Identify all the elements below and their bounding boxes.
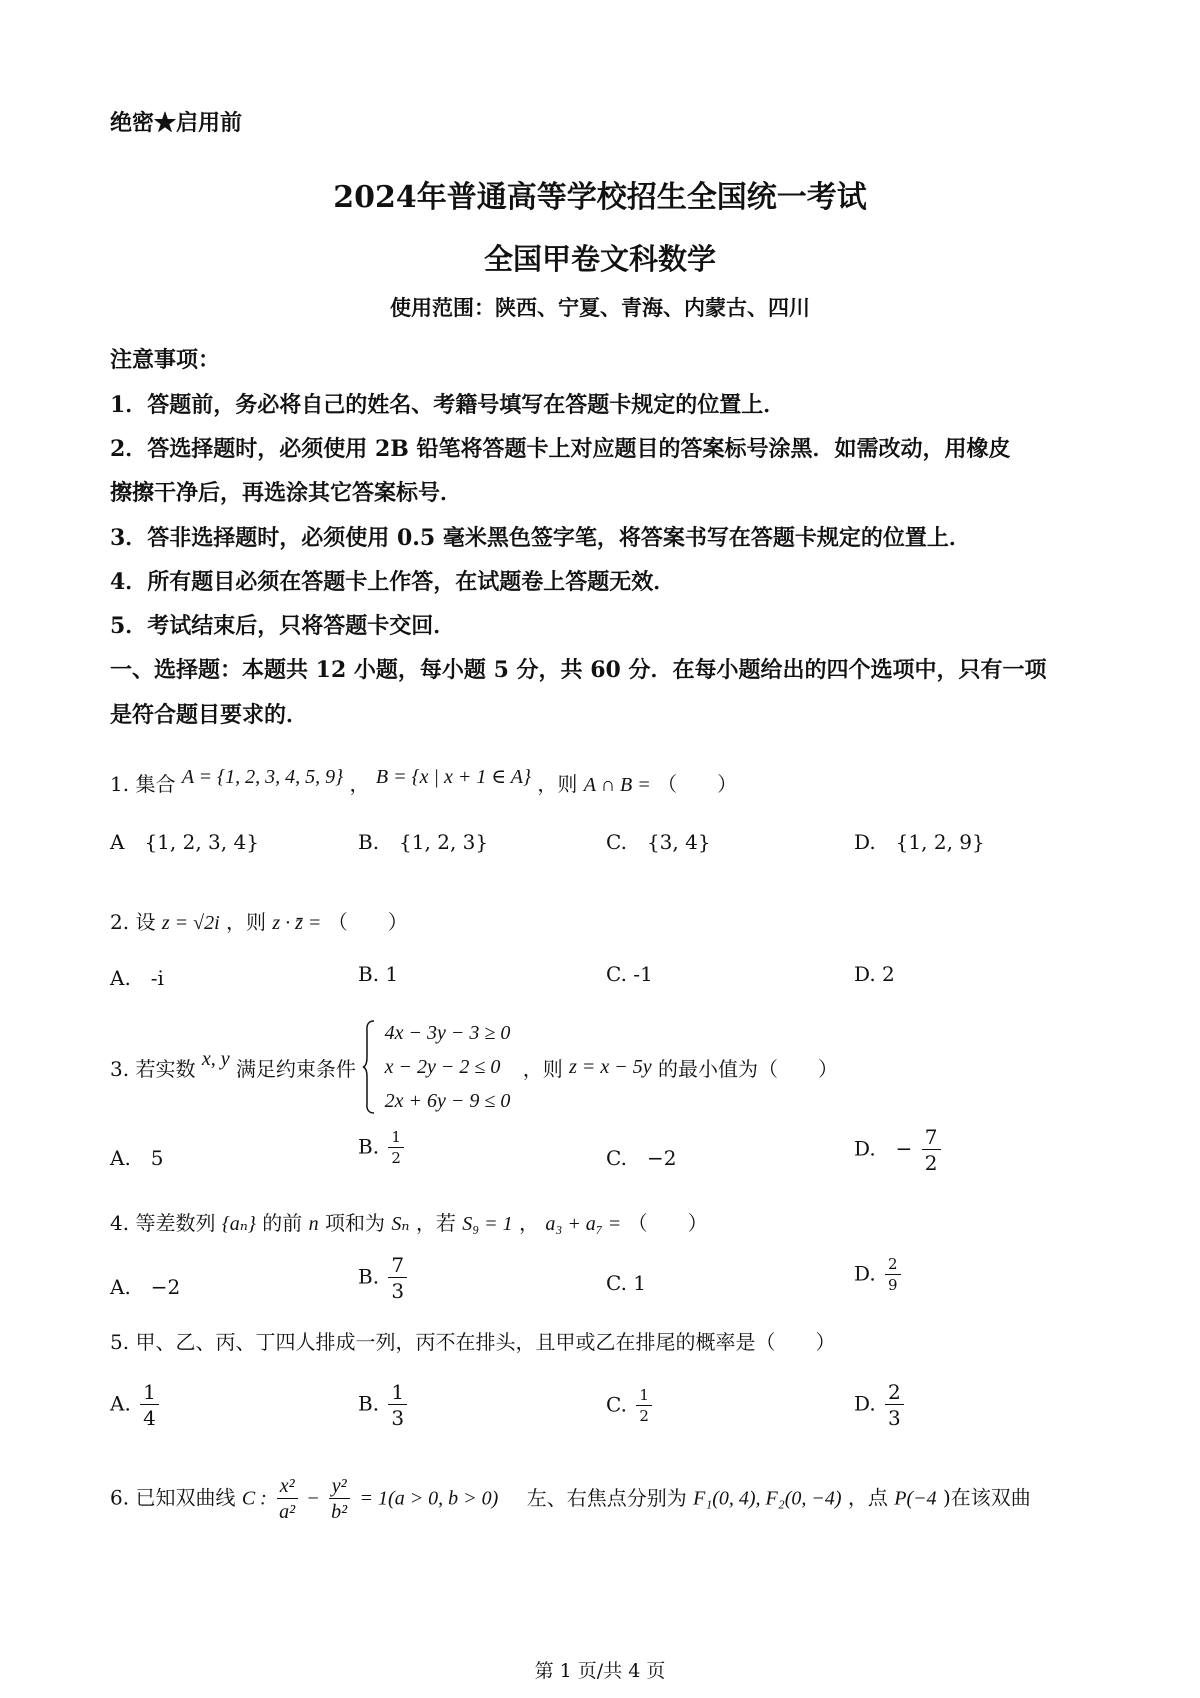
q5-option-d: D. $\frac{2}{3}$ (854, 1382, 907, 1428)
q4-sn: Sₙ (391, 1213, 410, 1235)
q6-foci-text: 左、右焦点分别为 (526, 1485, 687, 1510)
q6-x-fraction: $\frac{\text{x²}}{\text{a²}}$ (276, 1476, 298, 1522)
question-4 (110, 1207, 708, 1236)
q4-n: n (308, 1213, 319, 1235)
q4-option-a: A. −2 (110, 1275, 181, 1299)
q6-y-fraction: $\frac{\text{y²}}{\text{b²}}$ (328, 1476, 350, 1522)
q2-option-b: B. 1 (358, 962, 399, 986)
question-2 (110, 906, 408, 935)
q4-expression: a₃ + a₇ = (545, 1213, 622, 1235)
q3-condition-text: 满足约束条件 (235, 1056, 356, 1081)
q3-objective: z = x − 5y (569, 1055, 652, 1078)
q1-option-a: A {1, 2, 3, 4} (110, 830, 259, 854)
q4-s9: S₉ = 1 (462, 1213, 513, 1235)
q3-constraint-2: x − 2y − 2 ≤ 0 (384, 1056, 501, 1078)
section1-instructions: 一、选择题：本题共 12 小题，每小题 5 分，共 60 分．在每小题给出的四个选项中，只有一项 (110, 657, 1047, 683)
q5-option-d-fraction: $\frac{2}{3}$ (885, 1382, 904, 1428)
q2-z-definition: z = √2i (161, 912, 220, 934)
q5-option-b: B. $\frac{1}{3}$ (358, 1382, 410, 1428)
q3-option-a: A. 5 (110, 1146, 164, 1170)
q4-answer-paren: （ ） (627, 1211, 708, 1235)
note-item-3: 3．答非选择题时，必须使用 0.5 毫米黑色签字笔，将答案书写在答题卡规定的位置上． (110, 525, 971, 551)
q3-option-b-fraction: $\frac{1}{2}$ (388, 1130, 404, 1166)
q4-option-b-fraction: $\frac{7}{3}$ (388, 1255, 407, 1301)
q2-option-d: D. 2 (854, 962, 895, 986)
q4-option-d-fraction: $\frac{2}{9}$ (885, 1257, 901, 1293)
q5-option-b-fraction: $\frac{1}{3}$ (388, 1382, 407, 1428)
q2-option-c: C. -1 (606, 962, 653, 986)
left-brace-icon (362, 1019, 376, 1115)
note-item-5: 5．考试结束后，只将答题卡交回． (110, 613, 456, 639)
q1-option-b: B. {1, 2, 3} (358, 830, 489, 854)
q5-option-c: C. $\frac{1}{2}$ (606, 1388, 655, 1424)
q1-comma: ， (349, 772, 370, 796)
q3-option-b: B. $\frac{1}{2}$ (358, 1130, 407, 1166)
q3-question-tail: 的最小值为（ ） (658, 1056, 838, 1081)
q3-variables: x, y (201, 1047, 230, 1070)
q5-option-c-fraction: $\frac{1}{2}$ (636, 1388, 652, 1424)
q4-sequence: {aₙ} (221, 1213, 256, 1235)
note-item-1: 1．答题前，务必将自己的姓名、考籍号填写在答题卡规定的位置上． (110, 392, 786, 418)
q3-option-c: C. −2 (606, 1146, 677, 1170)
q4-text-1: 的前 (262, 1211, 303, 1235)
usage-scope: 使用范围：陕西、宁夏、青海、内蒙古、四川 (390, 295, 810, 320)
question-5: 5. 甲、乙、丙、丁四人排成一列，丙不在排头，且甲或乙在排尾的概率是（ ） (110, 1330, 836, 1354)
q3-stem: 3. 若实数 (110, 1056, 196, 1081)
q3-constraint-3: 2x + 6y − 9 ≤ 0 (384, 1090, 511, 1112)
q1-expression: A ∩ B = (583, 774, 651, 796)
question-3 (110, 1016, 838, 1118)
q2-stem: 2. 设 (110, 910, 156, 934)
note-item-2: 2．答选择题时，必须使用 2B 铅笔将答题卡上对应题目的答案标号涂黑．如需改动，用橡皮 (110, 436, 1011, 462)
q4-option-b: B. $\frac{7}{3}$ (358, 1255, 410, 1301)
q1-option-d: D. {1, 2, 9} (854, 830, 985, 854)
q6-equation: = 1(a > 0, b > 0) (359, 1487, 499, 1510)
q1-option-c: C. {3, 4} (606, 830, 711, 854)
q6-curve-name: C : (241, 1487, 267, 1510)
q3-constraint-1: 4x − 3y − 3 ≥ 0 (384, 1022, 511, 1044)
q6-point-text: ，点 (847, 1485, 888, 1510)
q3-option-d-fraction: $\frac{7}{2}$ (922, 1127, 941, 1173)
q6-tail: )在该双曲 (943, 1485, 1031, 1510)
q3-then: ，则 (522, 1056, 563, 1081)
exam-title: 2024年普通高等学校招生全国统一考试 (333, 180, 867, 215)
q4-stem: 4. 等差数列 (110, 1211, 216, 1235)
exam-subtitle: 全国甲卷文科数学 (483, 242, 716, 276)
q2-expression: z · z̄ = (272, 912, 322, 934)
q1-then: ，则 (537, 772, 578, 796)
note-item-2-cont: 擦擦干净后，再选涂其它答案标号． (110, 480, 463, 506)
notes-heading: 注意事项： (110, 347, 221, 373)
question-6: 6. 已知双曲线 C : $\frac{\text{x²}}{\text{a²}}$ − $\frac{\text{y²}}{\text{b²}}$ = 1(a > 0, b > 0) 左、右焦点分别为 F₁(0, 4), F₂(0, −4) ，点 P(−4 )在该双曲 (110, 1475, 1031, 1523)
q3-option-d: D. − $\frac{7}{2}$ (854, 1127, 944, 1173)
q4-text-2: 项和为 (325, 1211, 385, 1235)
question-1 (110, 768, 737, 797)
confidential-label: 绝密★启用前 (110, 110, 243, 136)
q6-stem: 6. 已知双曲线 (110, 1485, 236, 1510)
q4-option-d: D. $\frac{2}{9}$ (854, 1257, 904, 1293)
q1-stem: 1. 集合 (110, 772, 176, 796)
q1-answer-paren: （ ） (657, 772, 738, 796)
page-number: 第 1 页/共 4 页 (534, 1660, 666, 1682)
q4-text-4: ， (519, 1211, 539, 1235)
q2-then: ，则 (225, 910, 266, 934)
q1-set-b: B = {x | x + 1 ∈ A} (375, 766, 532, 788)
q4-text-3: ，若 (415, 1211, 456, 1235)
q1-set-a: A = {1, 2, 3, 4, 5, 9} (181, 766, 344, 788)
q6-point: P(−4 (894, 1487, 937, 1510)
q5-option-a-fraction: $\frac{1}{4}$ (140, 1382, 159, 1428)
q4-option-c: C. 1 (606, 1271, 647, 1295)
q5-option-a: A. $\frac{1}{4}$ (110, 1382, 162, 1428)
section1-instructions-cont: 是符合题目要求的． (110, 702, 309, 728)
q3-constraint-system (362, 1016, 510, 1118)
q2-answer-paren: （ ） (327, 910, 408, 934)
q2-option-a: A. -i (110, 966, 164, 990)
note-item-4: 4．所有题目必须在答题卡上作答，在试题卷上答题无效． (110, 569, 676, 595)
q6-foci: F₁(0, 4), F₂(0, −4) (693, 1487, 842, 1510)
